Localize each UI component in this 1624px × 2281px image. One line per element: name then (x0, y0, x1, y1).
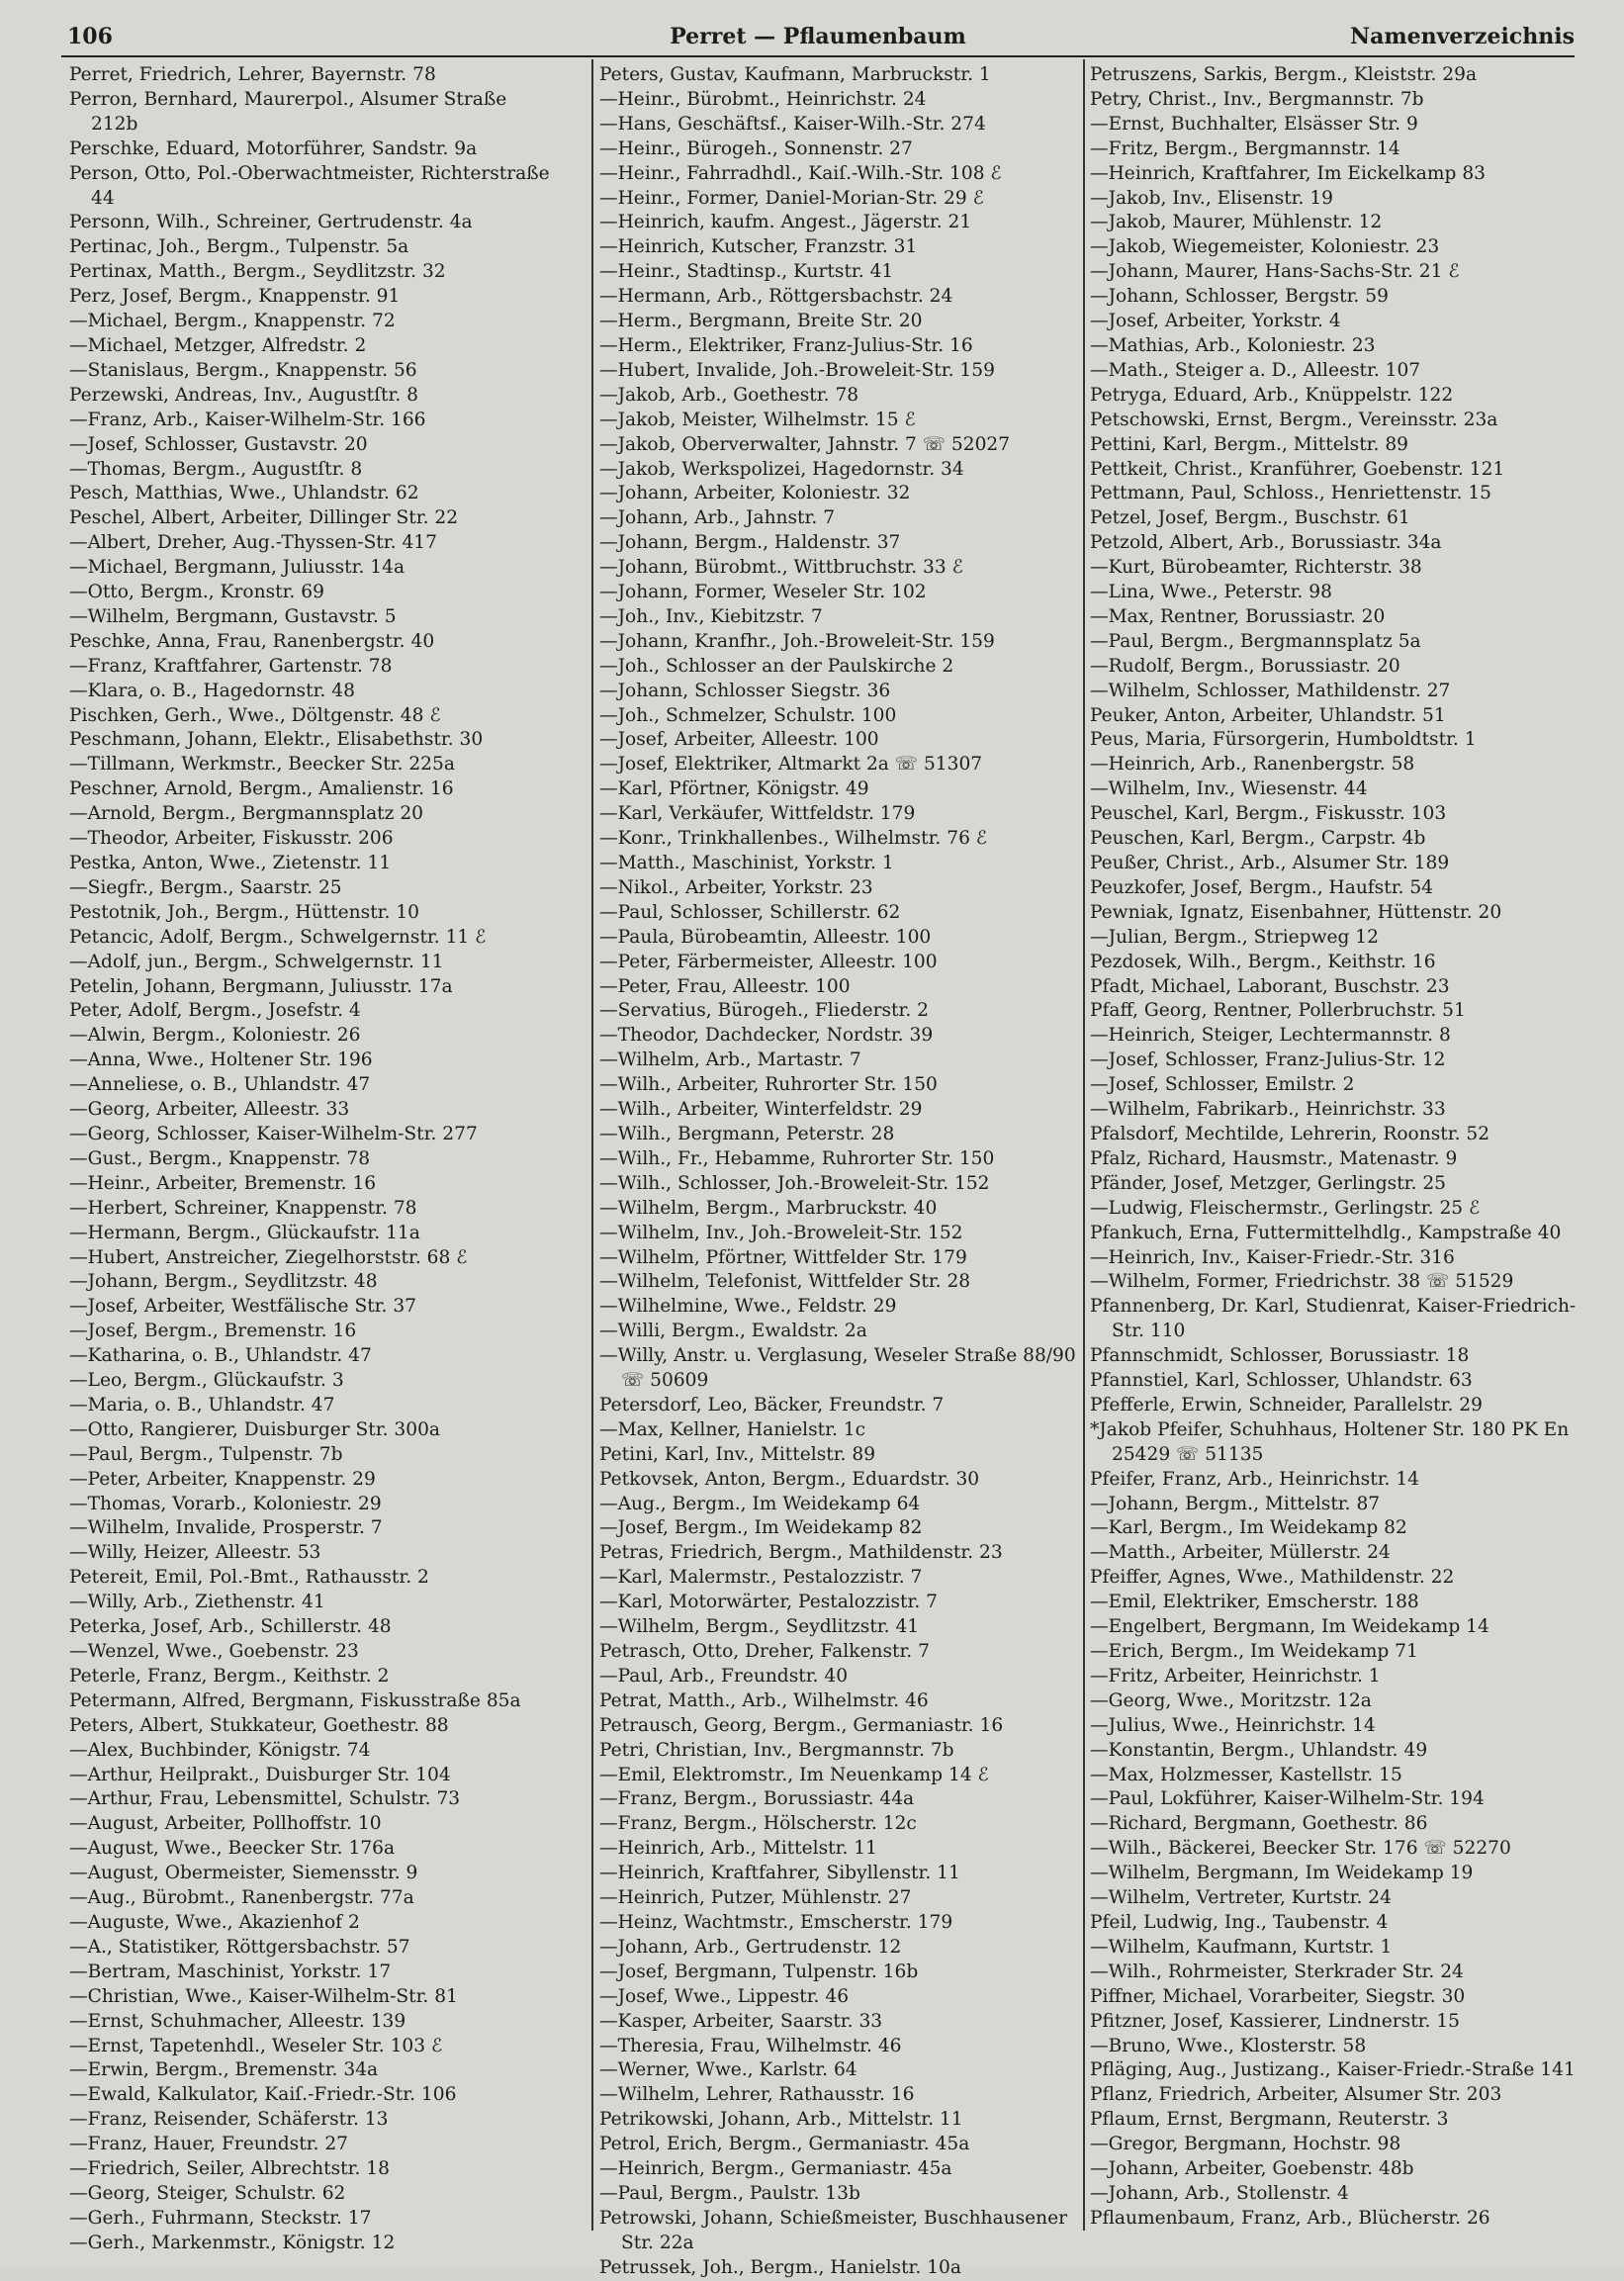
directory-entry: Pettini, Karl, Bergm., Mittelstr. 89 (1090, 433, 1408, 455)
directory-entry: —Fritz, Bergm., Bergmannstr. 14 (1090, 137, 1400, 159)
directory-entry: —Stanislaus, Bergm., Knappenstr. 56 (69, 359, 417, 381)
directory-entry: —Josef, Bergm., Im Weidekamp 82 (599, 1517, 923, 1539)
directory-entry: —Heinrich, Kutscher, Franzstr. 31 (599, 236, 918, 258)
directory-entry: —Franz, Hauer, Freundstr. 27 (69, 2134, 348, 2155)
directory-entry: —Kurt, Bürobeamter, Richterstr. 38 (1090, 557, 1422, 579)
directory-entry: —Wilhelm, Schlosser, Mathildenstr. 27 (1090, 680, 1451, 701)
directory-entry: Perzewski, Andreas, Inv., Augustſtr. 8 (69, 384, 418, 406)
column-3 (1090, 63, 1577, 2232)
directory-entry: —Ernst, Tapetenhdl., Weseler Str. 103 ℰ (69, 2035, 443, 2056)
directory-entry: —Thomas, Bergm., Augustſtr. 8 (69, 458, 363, 480)
directory-entry: —Franz, Reisender, Schäferstr. 13 (69, 2109, 389, 2131)
directory-entry: Peterka, Josef, Arb., Schillerstr. 48 (69, 1616, 392, 1638)
directory-entry: —Josef, Wwe., Lippestr. 46 (599, 1985, 850, 2007)
directory-entry: Petancic, Adolf, Bergm., Schwelgernstr. 11 ℰ (69, 926, 487, 948)
directory-entry: —Heinrich, Arb., Ranenbergstr. 58 (1090, 754, 1415, 776)
page-title: Perret — Pflaumenbaum (670, 24, 966, 49)
directory-entry: —Fritz, Arbeiter, Heinrichstr. 1 (1090, 1665, 1381, 1687)
directory-entry: —Josef, Arbeiter, Alleestr. 100 (599, 729, 879, 751)
directory-entry: Pesch, Matthias, Wwe., Uhlandstr. 62 (69, 483, 419, 504)
directory-entry: Peschel, Albert, Arbeiter, Dillinger Str. 22 (69, 507, 459, 529)
directory-entry: —Maria, o. B., Uhlandstr. 47 (69, 1394, 335, 1415)
directory-entry: —Erwin, Bergm., Bremenstr. 34a (69, 2059, 379, 2081)
header-rule (61, 55, 1575, 57)
directory-entry: —Franz, Bergm., Borussiastr. 44a (599, 1788, 915, 1810)
directory-entry: —Alwin, Bergm., Koloniestr. 26 (69, 1025, 361, 1047)
directory-entry: —Otto, Bergm., Kronstr. 69 (69, 582, 324, 603)
directory-entry: —Anna, Wwe., Holtener Str. 196 (69, 1049, 373, 1071)
directory-entry: —Tillmann, Werkmstr., Beecker Str. 225a (69, 754, 455, 776)
directory-entry: —Wilh., Bergmann, Peterstr. 28 (599, 1123, 895, 1144)
directory-entry: —Heinr., Stadtinsp., Kurtstr. 41 (599, 261, 894, 283)
section-title: Namenverzeichnis (1350, 24, 1575, 49)
directory-entry: —Karl, Bergm., Im Weidekamp 82 (1090, 1517, 1407, 1539)
directory-entry: —Hermann, Bergm., Glückaufstr. 11a (69, 1222, 420, 1243)
directory-entry: —Michael, Metzger, Alfredstr. 2 (69, 334, 367, 356)
directory-entry: Pflaum, Ernst, Bergmann, Reuterstr. 3 (1090, 2109, 1449, 2131)
directory-entry: —Karl, Pförtner, Königstr. 49 (599, 778, 869, 800)
directory-entry: Pestka, Anton, Wwe., Zietenstr. 11 (69, 853, 392, 873)
directory-entry: —Adolf, jun., Bergm., Schwelgernstr. 11 (69, 951, 444, 972)
directory-entry: —Hubert, Anstreicher, Ziegelhorststr. 68 ℰ (69, 1246, 468, 1268)
directory-entry: —Karl, Malermstr., Pestalozzistr. 7 (599, 1567, 923, 1589)
directory-entry: —Christian, Wwe., Kaiser-Wilhelm-Str. 81 (69, 1985, 458, 2007)
directory-entry: —Friedrich, Seiler, Albrechtstr. 18 (69, 2158, 390, 2180)
directory-entry: —Josef, Arbeiter, Westfälische Str. 37 (69, 1296, 416, 1318)
directory-entry: —Wilhelm, Invalide, Prosperstr. 7 (69, 1517, 383, 1539)
directory-entry: —August, Arbeiter, Pollhoffstr. 10 (69, 1813, 382, 1835)
directory-entry: Petini, Karl, Inv., Mittelstr. 89 (599, 1443, 876, 1465)
directory-entry: Pfalsdorf, Mechtilde, Lehrerin, Roonstr. 52 (1090, 1123, 1490, 1144)
directory-entry: —Julius, Wwe., Heinrichstr. 14 (1090, 1714, 1376, 1736)
directory-entry: —Heinrich, Inv., Kaiser-Friedr.-Str. 316 (1090, 1246, 1455, 1268)
directory-entry: —Josef, Bergmann, Tulpenstr. 16b (599, 1961, 919, 1982)
directory-entry: —Josef, Schlosser, Gustavstr. 20 (69, 433, 368, 455)
directory-entry: Peuschen, Karl, Bergm., Carpstr. 4b (1090, 828, 1426, 850)
directory-entry: —Heinrich, Kraftfahrer, Im Eickelkamp 83 (1090, 162, 1486, 184)
directory-entry: —Kasper, Arbeiter, Saarstr. 33 (599, 2010, 883, 2032)
directory-entry: —Joh., Inv., Kiebitzstr. 7 (599, 605, 823, 627)
directory-entry: —Hermann, Arb., Röttgersbachstr. 24 (599, 286, 953, 308)
page-header (61, 22, 1575, 53)
directory-entry: —Otto, Rangierer, Duisburger Str. 300a (69, 1418, 440, 1440)
directory-entry: —Wilhelm, Arb., Martastr. 7 (599, 1049, 861, 1071)
directory-entry: Petrasch, Otto, Dreher, Falkenstr. 7 (599, 1641, 930, 1662)
directory-entry: —Georg, Schlosser, Kaiser-Wilhelm-Str. 277 (69, 1123, 478, 1144)
directory-entry: Pfannstiel, Karl, Schlosser, Uhlandstr. 63 (1090, 1370, 1473, 1392)
directory-entry: Peter, Adolf, Bergm., Josefstr. 4 (69, 1000, 361, 1022)
directory-entry: —Arthur, Heilprakt., Duisburger Str. 104 (69, 1764, 451, 1785)
directory-entry: —Leo, Bergm., Glückaufstr. 3 (69, 1370, 344, 1392)
directory-entry: —Arnold, Bergm., Bergmannsplatz 20 (69, 803, 424, 825)
directory-entry: —Hubert, Invalide, Joh.-Broweleit-Str. 159 (599, 359, 995, 381)
directory-entry: —Heinz, Wachtmstr., Emscherstr. 179 (599, 1911, 953, 1933)
directory-entry: Petrausch, Georg, Bergm., Germaniastr. 16 (599, 1714, 1004, 1736)
directory-entry: —Wilhelm, Vertreter, Kurtstr. 24 (1090, 1887, 1392, 1909)
directory-entry: —Theodor, Dachdecker, Nordstr. 39 (599, 1025, 934, 1047)
directory-entry: —Theodor, Arbeiter, Fiskusstr. 206 (69, 828, 394, 850)
directory-entry: Pischken, Gerh., Wwe., Döltgenstr. 48 ℰ (69, 704, 441, 726)
directory-entry: —Aug., Bürobmt., Ranenbergstr. 77a (69, 1887, 414, 1909)
page-number: 106 (67, 24, 113, 49)
directory-entry: —Karl, Verkäufer, Wittfeldstr. 179 (599, 803, 916, 825)
directory-entry: —Wilhelm, Inv., Joh.-Broweleit-Str. 152 (599, 1222, 963, 1243)
directory-entry: Pfankuch, Erna, Futtermittelhdlg., Kampstraße 40 (1090, 1222, 1562, 1243)
directory-entry: —Gerh., Fuhrmann, Steckstr. 17 (69, 2207, 372, 2229)
directory-entry: —Johann, Bergm., Mittelstr. 87 (1090, 1493, 1381, 1514)
directory-entry: Personn, Wilh., Schreiner, Gertrudenstr. 4a (69, 212, 473, 233)
directory-entry: Pflaumenbaum, Franz, Arb., Blücherstr. 26 (1090, 2207, 1490, 2229)
directory-entry: —Auguste, Wwe., Akazienhof 2 (69, 1911, 360, 1933)
directory-entry: —Wilh., Schlosser, Joh.-Broweleit-Str. 152 (599, 1172, 990, 1194)
directory-entry: Petschowski, Ernst, Bergm., Vereinsstr. 23a (1090, 409, 1498, 430)
directory-entry: —Werner, Wwe., Karlstr. 64 (599, 2059, 857, 2081)
directory-entry: Pfeifer, Franz, Arb., Heinrichstr. 14 (1090, 1468, 1420, 1490)
directory-entry: —Johann, Arb., Gertrudenstr. 12 (599, 1936, 902, 1958)
directory-entry: —Johann, Bergm., Seydlitzstr. 48 (69, 1271, 378, 1293)
directory-entry: Petryga, Eduard, Arb., Knüppelstr. 122 (1090, 384, 1454, 406)
directory-entry: —Heinr., Fahrradhdl., Kaiſ.-Wilh.-Str. 108 ℰ (599, 162, 1002, 184)
directory-entry: —Georg, Steiger, Schulstr. 62 (69, 2182, 346, 2204)
directory-entry: —August, Wwe., Beecker Str. 176a (69, 1838, 396, 1860)
directory-entry: —Bruno, Wwe., Klosterstr. 58 (1090, 2035, 1367, 2056)
directory-entry: —Willy, Heizer, Alleestr. 53 (69, 1542, 321, 1564)
directory-entry: —Julian, Bergm., Striepweg 12 (1090, 926, 1379, 948)
directory-entry: —Johann, Bergm., Haldenstr. 37 (599, 532, 901, 554)
directory-entry: Pfadt, Michael, Laborant, Buschstr. 23 (1090, 975, 1450, 997)
directory-entry: Pestotnik, Joh., Bergm., Hüttenstr. 10 (69, 901, 419, 923)
directory-entry: —Willy, Arb., Ziethenstr. 41 (69, 1592, 325, 1613)
directory-entry: —Johann, Schlosser, Bergstr. 59 (1090, 286, 1389, 308)
directory-entry: Petkovsek, Anton, Bergm., Eduardstr. 30 (599, 1468, 980, 1490)
directory-entry: —Herm., Bergmann, Breite Str. 20 (599, 311, 923, 332)
directory-entry: Peschner, Arnold, Bergm., Amalienstr. 16 (69, 778, 454, 800)
directory-entry: Pettmann, Paul, Schloss., Henriettenstr. 15 (1090, 483, 1491, 504)
directory-entry: —Willy, Anstr. u. Verglasung, Weseler Straße 88/90 ☏ 50609 (599, 1345, 1076, 1392)
directory-entry: —Matth., Maschinist, Yorkstr. 1 (599, 853, 894, 873)
directory-entry: —Johann, Kranfhr., Joh.-Broweleit-Str. 159 (599, 630, 995, 652)
directory-entry: Pfannenberg, Dr. Karl, Studienrat, Kaiser-Friedrich-Str. 110 (1090, 1296, 1577, 1342)
directory-entry: —Franz, Kraftfahrer, Gartenstr. 78 (69, 655, 393, 677)
directory-entry: —Servatius, Bürogeh., Fliederstr. 2 (599, 1000, 930, 1022)
column-2 (599, 63, 1086, 2281)
directory-entry: Peuker, Anton, Arbeiter, Uhlandstr. 51 (1090, 704, 1446, 726)
directory-entry: —Johann, Arb., Stollenstr. 4 (1090, 2182, 1349, 2204)
directory-entry: Petrowski, Johann, Schießmeister, Buschhausener Str. 22a (599, 2207, 1067, 2253)
directory-entry: Petelin, Johann, Bergmann, Juliusstr. 17a (69, 975, 453, 997)
directory-entry: —Heinr., Bürogeh., Sonnenstr. 27 (599, 137, 913, 159)
directory-entry: —Ernst, Buchhalter, Elsässer Str. 9 (1090, 113, 1418, 135)
directory-entry: —Josef, Schlosser, Emilstr. 2 (1090, 1074, 1355, 1096)
directory-entry: Petersdorf, Leo, Bäcker, Freundstr. 7 (599, 1394, 945, 1415)
directory-entry: Pertinax, Matth., Bergm., Seydlitzstr. 32 (69, 261, 446, 283)
directory-entry: Petruszens, Sarkis, Bergm., Kleiststr. 29a (1090, 64, 1478, 85)
directory-entry: —Konr., Trinkhallenbes., Wilhelmstr. 76 ℰ (599, 828, 988, 850)
directory-entry: —Paul, Arb., Freundstr. 40 (599, 1665, 849, 1687)
directory-entry: —Jakob, Maurer, Mühlenstr. 12 (1090, 212, 1383, 233)
directory-entry: —Jakob, Meister, Wilhelmstr. 15 ℰ (599, 409, 916, 430)
directory-entry: Petereit, Emil, Pol.-Bmt., Rathausstr. 2 (69, 1567, 429, 1589)
directory-entry: —Georg, Arbeiter, Alleestr. 33 (69, 1099, 350, 1121)
directory-entry: —Wilh., Arbeiter, Winterfeldstr. 29 (599, 1099, 923, 1121)
directory-entry: —Albert, Dreher, Aug.-Thyssen-Str. 417 (69, 532, 437, 554)
directory-entry: —Engelbert, Bergmann, Im Weidekamp 14 (1090, 1616, 1489, 1638)
directory-entry: —Ernst, Schuhmacher, Alleestr. 139 (69, 2010, 406, 2032)
directory-entry: —Paul, Bergm., Paulstr. 13b (599, 2182, 860, 2204)
directory-entry: —Wilhelm, Inv., Wiesenstr. 44 (1090, 778, 1368, 800)
directory-entry: Petrikowski, Johann, Arb., Mittelstr. 11 (599, 2109, 963, 2131)
directory-entry: —Konstantin, Bergm., Uhlandstr. 49 (1090, 1739, 1428, 1761)
directory-entry: Petzel, Josef, Bergm., Buschstr. 61 (1090, 507, 1410, 529)
column-divider (591, 59, 593, 2231)
directory-entry: Petras, Friedrich, Bergm., Mathildenstr. 23 (599, 1542, 1003, 1564)
directory-entry: —Gerh., Markenmstr., Königstr. 12 (69, 2232, 396, 2253)
directory-entry: —A., Statistiker, Röttgersbachstr. 57 (69, 1936, 410, 1958)
directory-entry: —Emil, Elektromstr., Im Neuenkamp 14 ℰ (599, 1764, 989, 1785)
directory-entry: —Jakob, Inv., Elisenstr. 19 (1090, 187, 1333, 209)
directory-entry: —Johann, Arb., Jahnstr. 7 (599, 507, 836, 529)
directory-entry: —Peter, Frau, Alleestr. 100 (599, 975, 851, 997)
directory-entry: —Wilh., Fr., Hebamme, Ruhrorter Str. 150 (599, 1147, 995, 1169)
directory-entry: —Heinr., Bürobmt., Heinrichstr. 24 (599, 88, 927, 110)
directory-entry: —Heinrich, Putzer, Mühlenstr. 27 (599, 1887, 912, 1909)
directory-entry: —Franz, Arb., Kaiser-Wilhelm-Str. 166 (69, 409, 426, 430)
directory-entry: —Klara, o. B., Hagedornstr. 48 (69, 680, 355, 701)
directory-entry: —Max, Holzmesser, Kastellstr. 15 (1090, 1764, 1402, 1785)
directory-entry: —Peter, Färbermeister, Alleestr. 100 (599, 951, 938, 972)
directory-entry: —Erich, Bergm., Im Weidekamp 71 (1090, 1641, 1418, 1662)
directory-entry: Pfeiffer, Agnes, Wwe., Mathildenstr. 22 (1090, 1567, 1455, 1589)
directory-entry: —Wilhelmine, Wwe., Feldstr. 29 (599, 1296, 897, 1318)
directory-entry: Petrol, Erich, Bergm., Germaniastr. 45a (599, 2134, 970, 2155)
directory-entry: —August, Obermeister, Siemensstr. 9 (69, 1863, 418, 1884)
directory-entry: —Wilhelm, Bergm., Seydlitzstr. 41 (599, 1616, 920, 1638)
directory-entry: —Jakob, Oberverwalter, Jahnstr. 7 ☏ 52027 (599, 433, 1011, 455)
directory-entry: —Karl, Motorwärter, Pestalozzistr. 7 (599, 1592, 939, 1613)
directory-entry: Pfannschmidt, Schlosser, Borussiastr. 18 (1090, 1345, 1470, 1367)
directory-entry: —Michael, Bergm., Knappenstr. 72 (69, 311, 396, 332)
directory-entry: —Jakob, Wiegemeister, Koloniestr. 23 (1090, 236, 1440, 258)
directory-entry: —Wilh., Rohrmeister, Sterkrader Str. 24 (1090, 1961, 1464, 1982)
directory-entry: —Johann, Arbeiter, Koloniestr. 32 (599, 483, 911, 504)
directory-entry: —Peter, Arbeiter, Knappenstr. 29 (69, 1468, 376, 1490)
directory-entry: —Paul, Schlosser, Schillerstr. 62 (599, 901, 901, 923)
directory-entry: —Josef, Elektriker, Altmarkt 2a ☏ 51307 (599, 754, 983, 776)
directory-entry: Peters, Gustav, Kaufmann, Marbruckstr. 1 (599, 64, 991, 85)
directory-entry: —Gust., Bergm., Knappenstr. 78 (69, 1147, 371, 1169)
directory-entry: —Paula, Bürobeamtin, Alleestr. 100 (599, 926, 932, 948)
directory-entry: —Siegfr., Bergm., Saarstr. 25 (69, 876, 342, 898)
directory-entry: —Wilhelm, Bergm., Marbruckstr. 40 (599, 1197, 938, 1219)
directory-entry: —Josef, Schlosser, Franz-Julius-Str. 12 (1090, 1049, 1446, 1071)
directory-entry: —Willi, Bergm., Ewaldstr. 2a (599, 1321, 867, 1342)
directory-entry: —Alex, Buchbinder, Königstr. 74 (69, 1739, 371, 1761)
directory-entry: Pfänder, Josef, Metzger, Gerlingstr. 25 (1090, 1172, 1446, 1194)
directory-entry: —Matth., Arbeiter, Müllerstr. 24 (1090, 1542, 1391, 1564)
directory-entry: —Paul, Bergm., Tulpenstr. 7b (69, 1443, 343, 1465)
directory-entry: Peuzkofer, Josef, Bergm., Haufstr. 54 (1090, 876, 1434, 898)
directory-entry: —Paul, Lokführer, Kaiser-Wilhelm-Str. 194 (1090, 1788, 1485, 1810)
directory-entry: —Bertram, Maschinist, Yorkstr. 17 (69, 1961, 392, 1982)
directory-entry: —Wilhelm, Lehrer, Rathausstr. 16 (599, 2084, 915, 2106)
directory-entry: Petrat, Matth., Arb., Wilhelmstr. 46 (599, 1689, 929, 1711)
directory-entry: —Joh., Schlosser an der Paulskirche 2 (599, 655, 954, 677)
directory-entry: Pfalz, Richard, Hausmstr., Matenastr. 9 (1090, 1147, 1458, 1169)
directory-entry: —Johann, Former, Weseler Str. 102 (599, 582, 927, 603)
directory-entry: Peterle, Franz, Bergm., Keithstr. 2 (69, 1665, 390, 1687)
directory-entry: —Wilhelm, Pförtner, Wittfelder Str. 179 (599, 1246, 967, 1268)
directory-entry: —Max, Rentner, Borussiastr. 20 (1090, 605, 1386, 627)
directory-entry: —Joh., Schmelzer, Schulstr. 100 (599, 704, 897, 726)
directory-entry: —Wilh., Arbeiter, Ruhrorter Str. 150 (599, 1074, 938, 1096)
directory-entry: Perschke, Eduard, Motorführer, Sandstr. 9a (69, 137, 478, 159)
directory-entry: Petry, Christ., Inv., Bergmannstr. 7b (1090, 88, 1424, 110)
directory-entry: —Lina, Wwe., Peterstr. 98 (1090, 582, 1332, 603)
directory-entry: —Wilhelm, Telefonist, Wittfelder Str. 28 (599, 1271, 971, 1293)
directory-entry: Pertinac, Joh., Bergm., Tulpenstr. 5a (69, 236, 409, 258)
directory-entry: Perret, Friedrich, Lehrer, Bayernstr. 78 (69, 64, 436, 85)
directory-entry: Pfefferle, Erwin, Schneider, Parallelstr. 29 (1090, 1394, 1483, 1415)
directory-entry: Peters, Albert, Stukkateur, Goethestr. 88 (69, 1714, 449, 1736)
directory-entry: —Mathias, Arb., Koloniestr. 23 (1090, 334, 1376, 356)
directory-entry: Pflanz, Friedrich, Arbeiter, Alsumer Str. 203 (1090, 2084, 1502, 2106)
directory-entry: Petri, Christian, Inv., Bergmannstr. 7b (599, 1739, 954, 1761)
directory-entry: —Jakob, Werkspolizei, Hagedornstr. 34 (599, 458, 964, 480)
directory-entry: Perron, Bernhard, Maurerpol., Alsumer Straße 212b (69, 88, 507, 135)
directory-entry: —Wilh., Bäckerei, Beecker Str. 176 ☏ 52270 (1090, 1838, 1511, 1860)
directory-entry: Peuschel, Karl, Bergm., Fiskusstr. 103 (1090, 803, 1447, 825)
directory-entry: —Wilhelm, Bergmann, Im Weidekamp 19 (1090, 1863, 1474, 1884)
directory-entry: —Josef, Arbeiter, Yorkstr. 4 (1090, 311, 1341, 332)
directory-entry: —Nikol., Arbeiter, Yorkstr. 23 (599, 876, 873, 898)
directory-entry: —Rudolf, Bergm., Borussiastr. 20 (1090, 655, 1400, 677)
directory-entry: Pewniak, Ignatz, Eisenbahner, Hüttenstr. 20 (1090, 901, 1502, 923)
directory-entry: —Georg, Wwe., Moritzstr. 12a (1090, 1689, 1372, 1711)
directory-entry: —Paul, Bergm., Bergmannsplatz 5a (1090, 630, 1421, 652)
directory-entry: —Wilhelm, Kaufmann, Kurtstr. 1 (1090, 1936, 1393, 1958)
directory-entry: Piffner, Michael, Vorarbeiter, Siegstr. 30 (1090, 1985, 1466, 2007)
directory-entry: —Johann, Bürobmt., Wittbruchstr. 33 ℰ (599, 557, 963, 579)
directory-entry: Pezdosek, Wilh., Bergm., Keithstr. 16 (1090, 951, 1436, 972)
directory-entry: Peschke, Anna, Frau, Ranenbergstr. 40 (69, 630, 435, 652)
directory-entry: —Heinrich, Arb., Mittelstr. 11 (599, 1838, 877, 1860)
directory-entry: —Franz, Bergm., Hölscherstr. 12c (599, 1813, 917, 1835)
directory-entry: —Johann, Schlosser Siegstr. 36 (599, 680, 891, 701)
directory-entry: —Math., Steiger a. D., Alleestr. 107 (1090, 359, 1421, 381)
directory-entry: —Heinrich, Bergm., Germaniastr. 45a (599, 2158, 952, 2180)
directory-entry: Pfaff, Georg, Rentner, Pollerbruchstr. 51 (1090, 1000, 1466, 1022)
directory-entry: —Hans, Geschäftsf., Kaiser-Wilh.-Str. 274 (599, 113, 986, 135)
directory-entry: —Richard, Bergmann, Goethestr. 86 (1090, 1813, 1428, 1835)
directory-entry: —Johann, Maurer, Hans-Sachs-Str. 21 ℰ (1090, 261, 1460, 283)
directory-entry: Person, Otto, Pol.-Oberwachtmeister, Richterstraße 44 (69, 162, 550, 209)
directory-entry: —Aug., Bergm., Im Weidekamp 64 (599, 1493, 921, 1514)
directory-entry: —Katharina, o. B., Uhlandstr. 47 (69, 1345, 372, 1367)
directory-entry: —Theresia, Frau, Wilhelmstr. 46 (599, 2035, 902, 2056)
directory-entry: —Ewald, Kalkulator, Kaiſ.-Friedr.-Str. 106 (69, 2084, 457, 2106)
directory-entry: *Jakob Pfeifer, Schuhhaus, Holtener Str. 180 PK En 25429 ☏ 51135 (1090, 1418, 1570, 1465)
directory-entry: —Herbert, Schreiner, Knappenstr. 78 (69, 1197, 417, 1219)
directory-entry: —Arthur, Frau, Lebensmittel, Schulstr. 73 (69, 1788, 461, 1810)
directory-entry: —Herm., Elektriker, Franz-Julius-Str. 16 (599, 334, 973, 356)
directory-entry: Pettkeit, Christ., Kranführer, Goebenstr. 121 (1090, 458, 1505, 480)
directory-entry: Peußer, Christ., Arb., Alsumer Str. 189 (1090, 853, 1450, 873)
directory-entry: —Anneliese, o. B., Uhlandstr. 47 (69, 1074, 371, 1096)
directory-entry: Petrussek, Joh., Bergm., Hanielstr. 10a (599, 2256, 961, 2278)
directory-entry: Pfläging, Aug., Justizang., Kaiser-Friedr.-Straße 141 (1090, 2059, 1576, 2081)
directory-entry: Peus, Maria, Fürsorgerin, Humboldtstr. 1 (1090, 729, 1477, 751)
directory-entry: —Ludwig, Fleischermstr., Gerlingstr. 25 ℰ (1090, 1197, 1481, 1219)
directory-entry: —Emil, Elektriker, Emscherstr. 188 (1090, 1592, 1419, 1613)
directory-entry: Perz, Josef, Bergm., Knappenstr. 91 (69, 286, 401, 308)
directory-entry: —Max, Kellner, Hanielstr. 1c (599, 1418, 866, 1440)
directory-entry: —Josef, Bergm., Bremenstr. 16 (69, 1321, 357, 1342)
directory-entry: —Jakob, Arb., Goethestr. 78 (599, 384, 859, 406)
directory-entry: —Wenzel, Wwe., Goebenstr. 23 (69, 1641, 359, 1662)
directory-entry: —Michael, Bergmann, Juliusstr. 14a (69, 557, 406, 579)
column-1 (69, 63, 556, 2256)
directory-entry: —Heinrich, kaufm. Angest., Jägerstr. 21 (599, 212, 972, 233)
directory-entry: Petermann, Alfred, Bergmann, Fiskusstraße 85a (69, 1689, 521, 1711)
directory-entry: Pfeil, Ludwig, Ing., Taubenstr. 4 (1090, 1911, 1389, 1933)
directory-entry: —Wilhelm, Bergmann, Gustavstr. 5 (69, 605, 397, 627)
directory-entry: Petzold, Albert, Arb., Borussiastr. 34a (1090, 532, 1442, 554)
directory-entry: —Wilhelm, Former, Friedrichstr. 38 ☏ 51529 (1090, 1271, 1514, 1293)
directory-entry: —Heinr., Arbeiter, Bremenstr. 16 (69, 1172, 377, 1194)
directory-entry: —Heinr., Former, Daniel-Morian-Str. 29 ℰ (599, 187, 984, 209)
directory-entry: Pfitzner, Josef, Kassierer, Lindnerstr. 15 (1090, 2010, 1461, 2032)
directory-entry: —Gregor, Bergmann, Hochstr. 98 (1090, 2134, 1401, 2155)
directory-entry: —Johann, Arbeiter, Goebenstr. 48b (1090, 2158, 1414, 2180)
directory-entry: Peschmann, Johann, Elektr., Elisabethstr. 30 (69, 729, 484, 751)
directory-entry: —Heinrich, Kraftfahrer, Sibyllenstr. 11 (599, 1863, 960, 1884)
directory-entry: —Thomas, Vorarb., Koloniestr. 29 (69, 1493, 382, 1514)
directory-entry: —Heinrich, Steiger, Lechtermannstr. 8 (1090, 1025, 1451, 1047)
directory-entry: —Wilhelm, Fabrikarb., Heinrichstr. 33 (1090, 1099, 1446, 1121)
